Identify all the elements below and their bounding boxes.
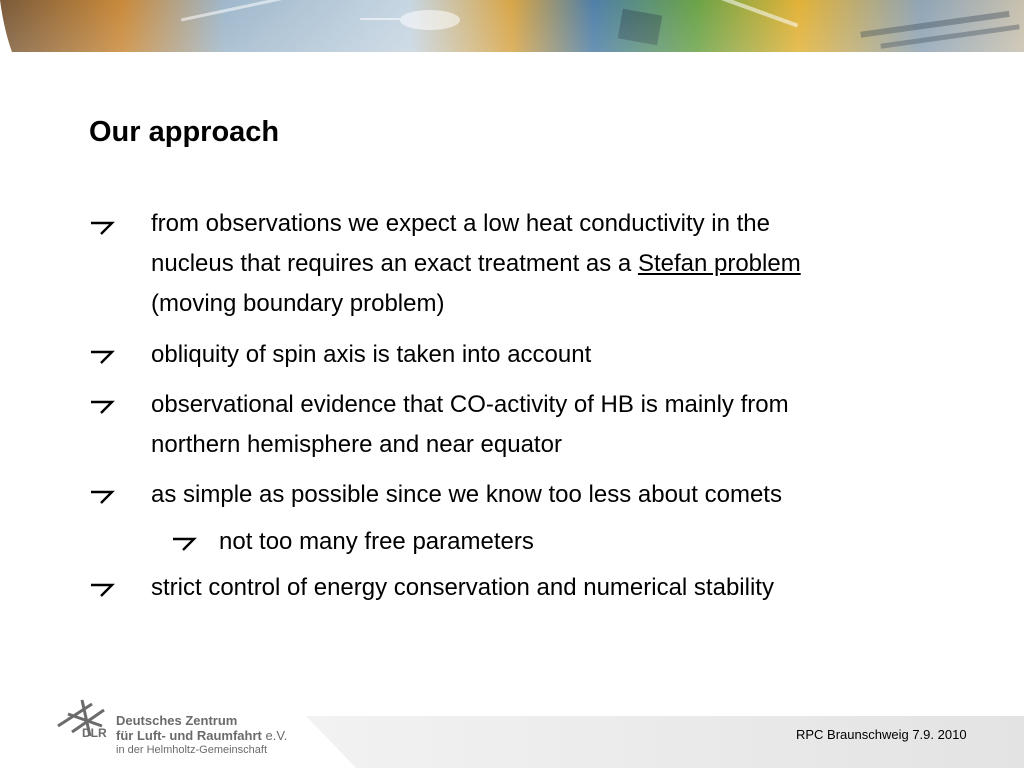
bullet-arrow-icon <box>90 350 116 364</box>
bullet-line: (moving boundary problem) <box>151 290 445 317</box>
bullet-item <box>151 204 801 324</box>
bullet-item <box>151 475 782 515</box>
header-banner <box>0 0 1024 52</box>
sub-bullet-arrow-icon <box>172 537 198 551</box>
org-line-2-suffix: e.V. <box>261 728 288 743</box>
stefan-problem-link[interactable]: Stefan problem <box>637 250 801 277</box>
org-line-3: in der Helmholtz-Gemeinschaft <box>116 744 268 756</box>
bullet-arrow-icon <box>90 221 116 235</box>
slide-title: Our approach <box>89 116 280 148</box>
bullet-arrow-icon <box>90 400 116 414</box>
bullet-item <box>151 568 774 608</box>
bullet-line: from observations we expect a low heat conductivity in the <box>151 210 770 237</box>
event-label: RPC Braunschweig 7.9. 2010 <box>796 727 967 742</box>
bullet-line: observational evidence that CO-activity of HB is mainly from <box>151 391 789 418</box>
org-line-2 <box>116 728 287 743</box>
organization-name <box>116 713 287 758</box>
bullet-line: strict control of energy conservation and numerical stability <box>151 574 774 601</box>
bullet-line-text: nucleus that requires an exact treatment as a <box>151 250 638 277</box>
dlr-logo-label: DLR <box>82 726 107 740</box>
sub-bullet-item <box>219 522 534 562</box>
bullet-line: as simple as possible since we know too less about comets <box>151 481 782 508</box>
bullet-item <box>151 335 591 375</box>
org-line-2-text: für Luft- und Raumfahrt <box>116 728 262 743</box>
org-line-1: Deutsches Zentrum <box>116 713 238 728</box>
bullet-line: not too many free parameters <box>219 528 534 555</box>
bullet-line <box>151 244 801 284</box>
bullet-arrow-icon <box>90 583 116 597</box>
bullet-line: obliquity of spin axis is taken into account <box>151 341 592 368</box>
bullet-line: northern hemisphere and near equator <box>151 431 562 458</box>
bullet-item <box>151 385 789 465</box>
bullet-arrow-icon <box>90 490 116 504</box>
